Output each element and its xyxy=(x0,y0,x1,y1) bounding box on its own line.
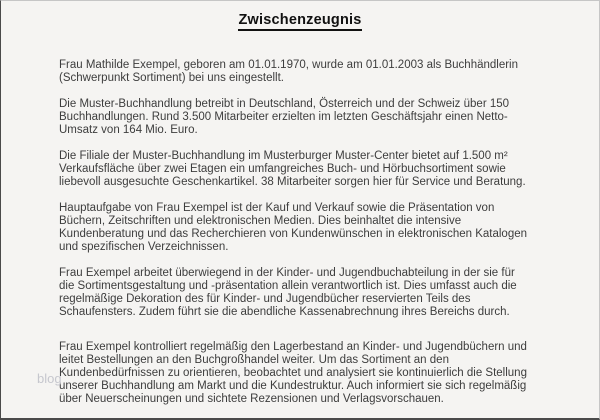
watermark-text: blog xyxy=(37,371,62,386)
document-body xyxy=(1,59,564,406)
paragraph-main-tasks: Hauptaufgabe von Frau Exempel ist der Kauf und Verkauf sowie die Präsentation von Büchern, Zeitschriften und elektronischen Medien. Dies beinhaltet die intensive Kundenberatung und das Recherchieren von Kundenwünschen in elektronischen Katalogen und spezifischen Verzeichnissen. xyxy=(59,202,528,253)
page-title xyxy=(1,11,599,31)
paragraph-department: Frau Exempel arbeitet überwiegend in der Kinder- und Jugendbuchabteilung in der sie für die Sortimentsgestaltung und -präsentation allein verantwortlich ist. Dies umfasst auch die regelmäßige Dekoration des für Kinder- und Jugendbücher reservierten Teils des Schaufensters. Zudem führt sie die abendliche Kassenabrechnung ihres Bereichs durch. xyxy=(59,267,517,318)
page-title-text: Zwischenzeugnis xyxy=(238,12,361,31)
paragraph-company: Die Muster-Buchhandlung betreibt in Deutschland, Österreich und der Schweiz über 150 Buchhandlungen. Rund 3.500 Mitarbeiter erzielten im letzten Geschäftsjahr einen Netto- Umsatz von 164 Mio. Euro. xyxy=(59,98,510,136)
paragraph-branch: Die Filiale der Muster-Buchhandlung im Musterburger Muster-Center bietet auf 1.500 m² Verkaufsfläche über zwei Etagen ein umfangreiches Buch- und Hörbuchsortiment sowie liebevoll ausgesuchte Geschenkartikel. 38 Mitarbeiter sorgen hier für Service und Beratung. xyxy=(59,150,526,188)
paragraph-intro: Frau Mathilde Exempel, geboren am 01.01.1970, wurde am 01.01.2003 als Buchhändlerin (Schwerpunkt Sortiment) bei uns eingestellt. xyxy=(59,59,519,84)
paragraph-inventory: Frau Exempel kontrolliert regelmäßig den Lagerbestand an Kinder- und Jugendbüchern und leitet Bestellungen an den Buchgroßhandel weiter. Um das Sortiment an den Kundenbedürfnissen zu orientieren, beobachtet und analysiert sie kontinuierlich die Stellung unserer Buchhandlung am Markt und die Kundestruktur. Auch informiert sie sich regelmäßig über Neuerscheinungen und sichtete Rezensionen und Verlagsvorschauen. xyxy=(59,341,527,405)
